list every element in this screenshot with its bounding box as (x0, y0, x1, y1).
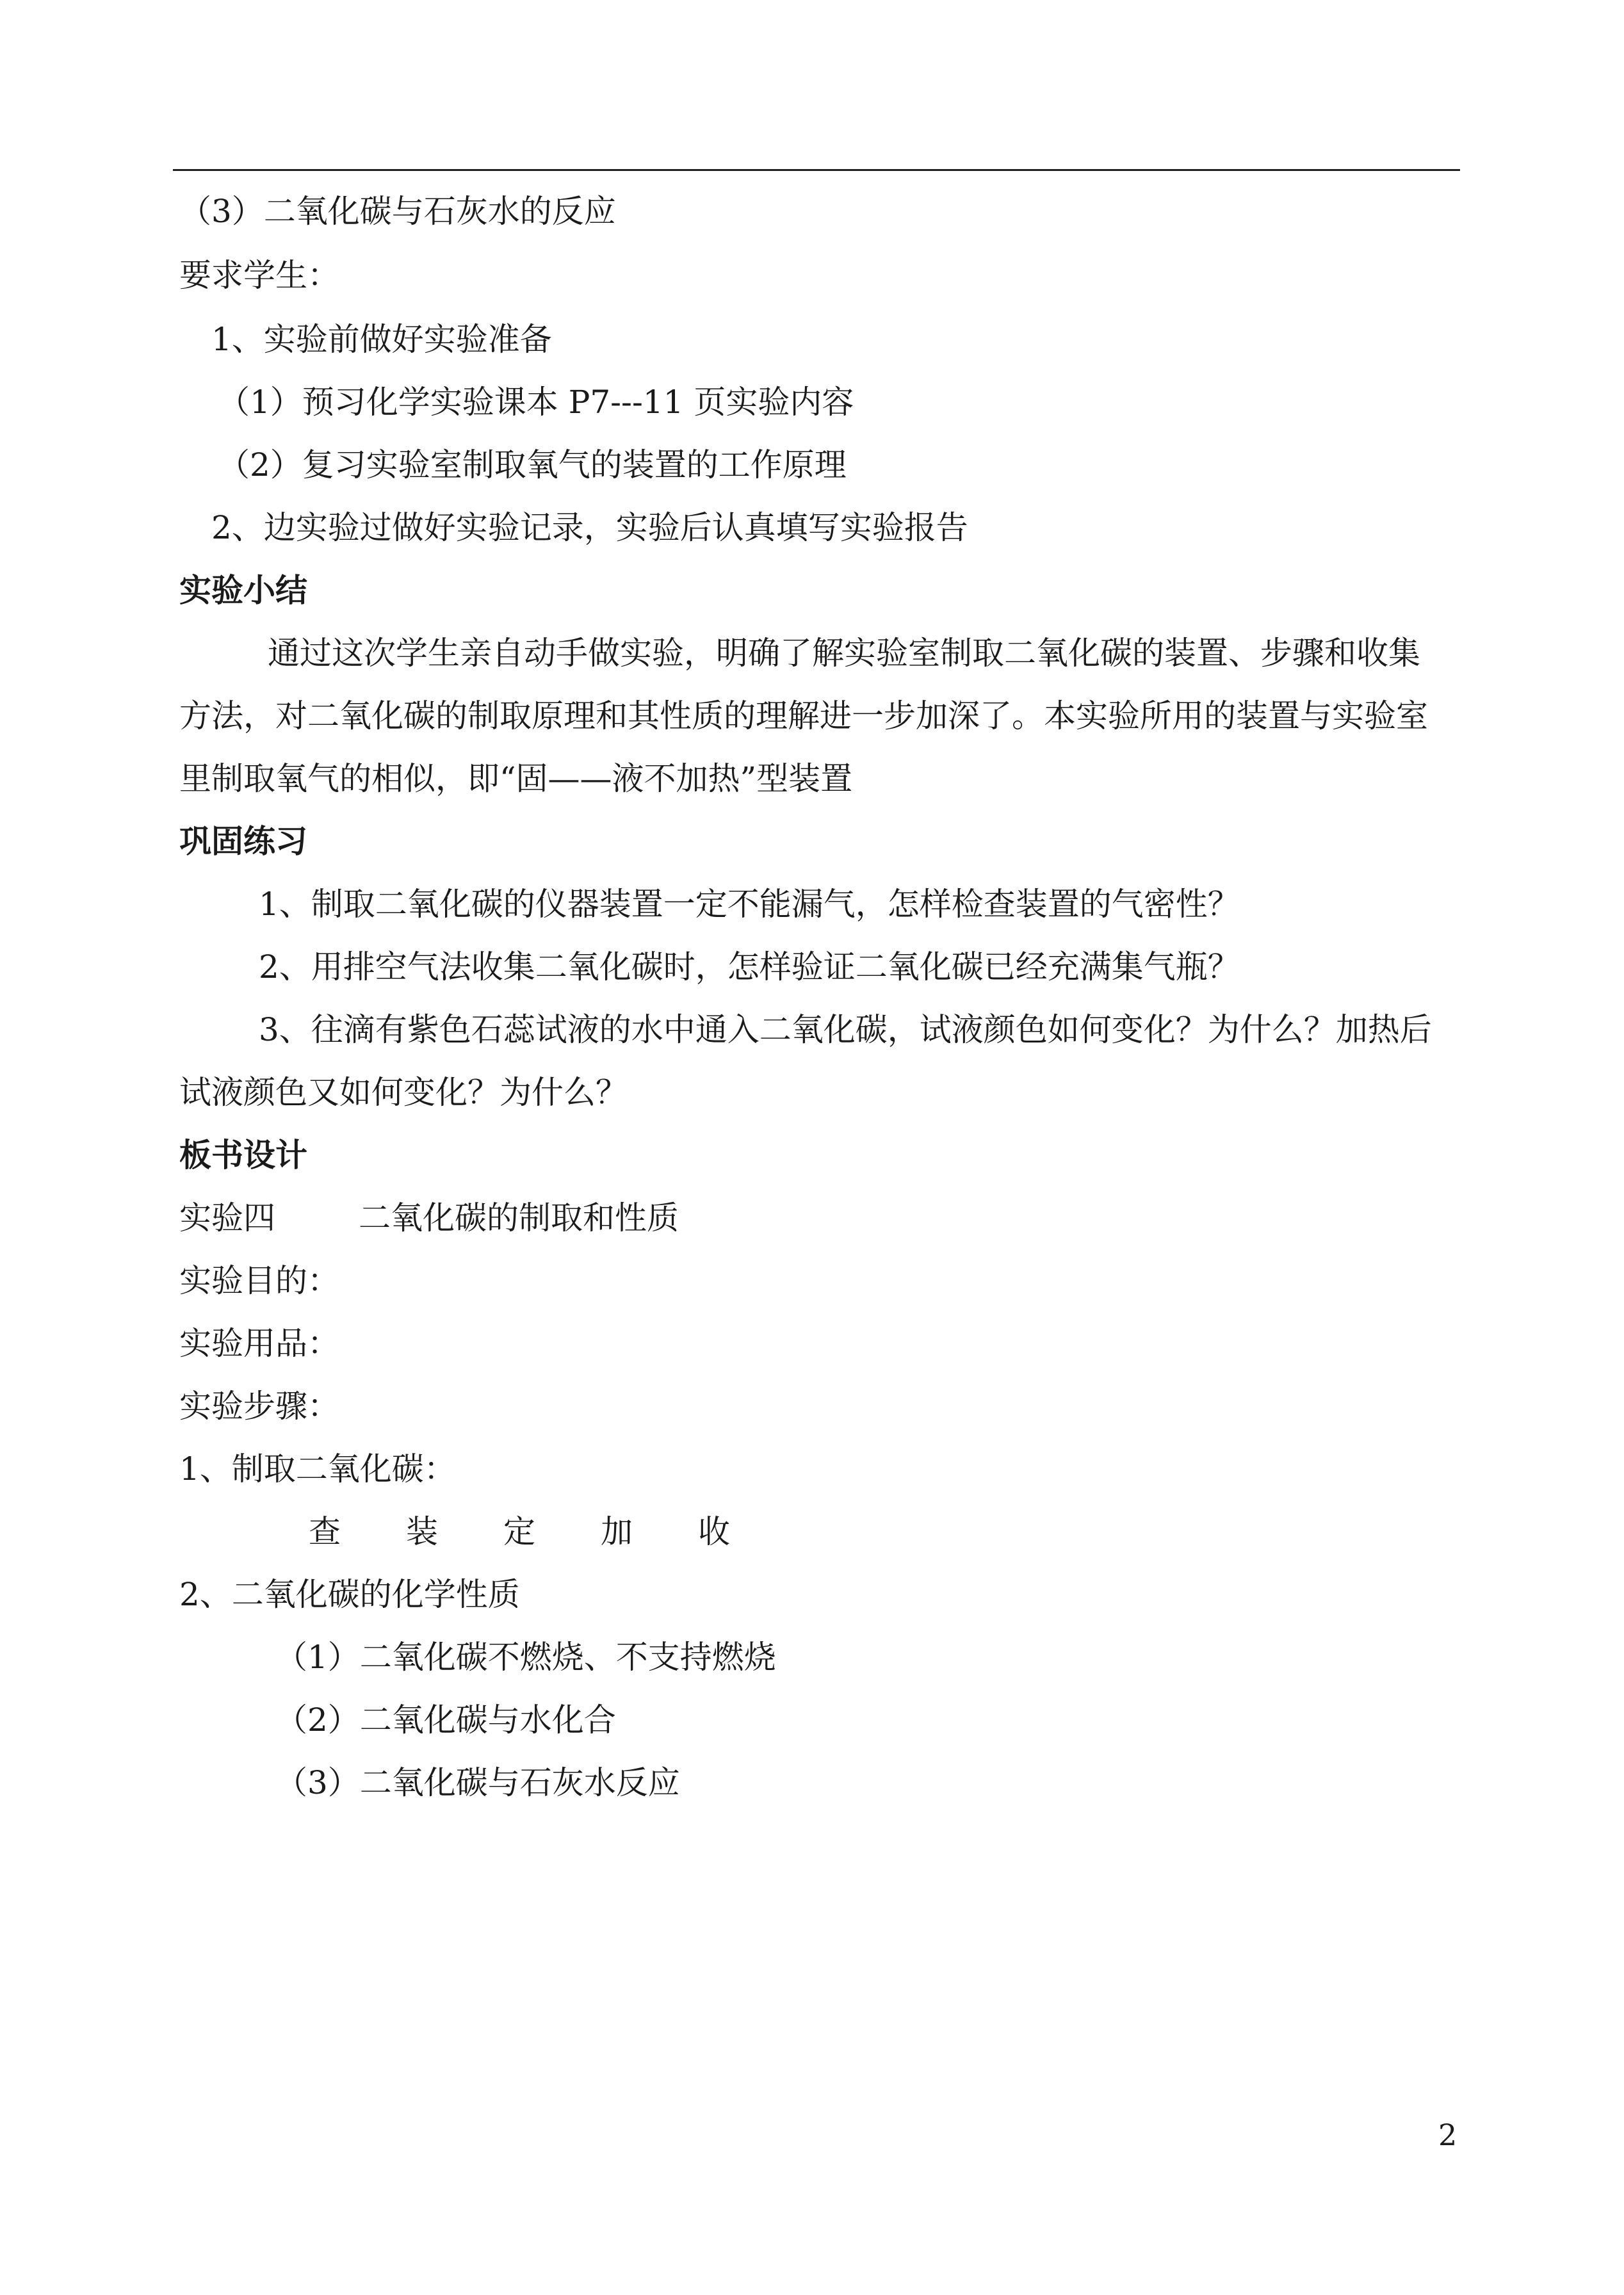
text-line: （2）二氧化碳与水化合 (275, 1701, 616, 1739)
paragraph-line: 通过这次学生亲自动手做实验，明确了解实验室制取二氧化碳的装置、步骤和收集 (268, 635, 1420, 672)
paragraph-line: 方法，对二氧化碳的制取原理和其性质的理解进一步加深了。本实验所用的装置与实验室 (179, 697, 1428, 734)
text-line: 1、制取二氧化碳： (179, 1450, 456, 1488)
text-line: （1）二氧化碳不燃烧、不支持燃烧 (275, 1639, 776, 1676)
text-line: 实验目的： (179, 1262, 339, 1299)
text-line: 实验用品： (179, 1325, 339, 1362)
text-line: （1）预习化学实验课本 P7---11 页实验内容 (218, 384, 854, 421)
section-heading: 巩固练习 (179, 823, 307, 860)
step-char: 装 (406, 1513, 438, 1550)
text-line: （3）二氧化碳与石灰水反应 (275, 1764, 680, 1801)
step-char: 收 (698, 1513, 730, 1550)
question-line: 1、制取二氧化碳的仪器装置一定不能漏气，怎样检查装置的气密性？ (259, 886, 1240, 923)
page-number: 2 (1438, 2118, 1458, 2152)
text-line: 要求学生： (179, 257, 339, 294)
step-char: 查 (309, 1513, 341, 1550)
paragraph-line: 里制取氧气的相似，即“固——液不加热”型装置 (179, 760, 853, 797)
header-rule (173, 169, 1460, 171)
question-line: 试液颜色又如何变化？为什么？ (179, 1074, 628, 1111)
question-line: 2、用排空气法收集二氧化碳时，怎样验证二氧化碳已经充满集气瓶？ (259, 948, 1240, 985)
text-line: 1、实验前做好实验准备 (211, 321, 552, 358)
text-line: 2、边实验过做好实验记录，实验后认真填写实验报告 (211, 509, 968, 546)
text-line: （3）二氧化碳与石灰水的反应 (179, 193, 616, 230)
question-line: 3、往滴有紫色石蕊试液的水中通入二氧化碳，试液颜色如何变化？为什么？加热后 (259, 1011, 1432, 1048)
text-line: 实验步骤： (179, 1388, 339, 1425)
text-line: 2、二氧化碳的化学性质 (179, 1576, 520, 1613)
board-title-right: 二氧化碳的制取和性质 (359, 1199, 679, 1237)
section-heading: 实验小结 (179, 572, 307, 609)
text-line: （2）复习实验室制取氧气的装置的工作原理 (218, 446, 847, 483)
step-char: 加 (601, 1513, 633, 1550)
section-heading: 板书设计 (179, 1137, 307, 1174)
step-char: 定 (503, 1513, 535, 1550)
step-chars (309, 1512, 795, 1551)
board-title-left: 实验四 (179, 1199, 275, 1237)
